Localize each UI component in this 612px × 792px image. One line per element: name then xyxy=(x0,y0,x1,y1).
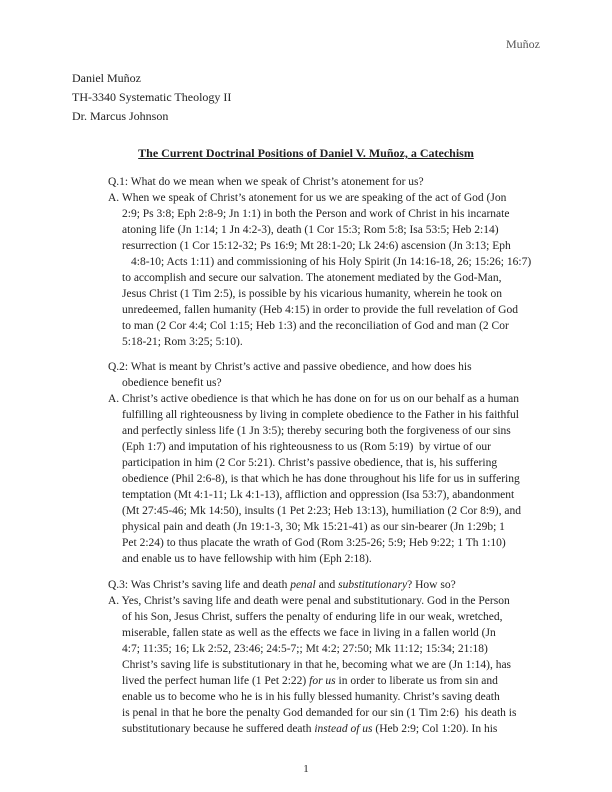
answer-1-line: unredeemed, fallen humanity (Heb 4:15) in order to provide the full revelation of God xyxy=(122,304,518,316)
question-1: Q.1: What do we mean when we speak of Christ’s atonement for us? xyxy=(108,176,424,188)
answer-2-line: (Eph 1:7) and imputation of his righteousness to us (Rom 5:19) by virtue of our xyxy=(122,441,491,453)
answer-2-line: A. Christ’s active obedience is that which he has done on for us on our behalf as a human xyxy=(108,393,520,405)
answer-2-line: fulfilling all righteousness by living in complete obedience to the Father in his faithful xyxy=(122,409,519,421)
answer-3-line: of his Son, Jesus Christ, suffers the penalty of enduring life in our weak, wretched, xyxy=(122,611,503,623)
answer-2-line: and enable us to have fellowship with him (Eph 2:18). xyxy=(122,553,372,565)
course-name: TH-3340 Systematic Theology II xyxy=(72,90,232,104)
answer-2-line: (Mt 27:45-46; Mk 14:50), insults (1 Pet 2:23; Heb 13:13), humiliation (2 Cor 8:9), and xyxy=(122,505,521,517)
answer-3-line: 4:7; 11:35; 16; Lk 2:52, 23:46; 24:5-7;; Mt 4:2; 27:50; Mk 11:12; 15:34; 21:18) xyxy=(122,643,488,655)
answer-2-line: participation in him (2 Cor 5:21). Christ’s passive obedience, that is, his suffering xyxy=(122,457,498,469)
answer-3-line: Christ’s saving life is substitutionary in that he, becoming what we are (Jn 1:14), has xyxy=(122,659,512,671)
answer-2-line: physical pain and death (Jn 19:1-3, 30; Mk 15:21-41) as our sin-bearer (Jn 1:29b; 1 xyxy=(122,521,505,533)
answer-2-line: Pet 2:24) to thus placate the wrath of God (Rom 3:25-26; 5:9; Heb 9:22; 1 Th 1:10) xyxy=(122,537,506,549)
answer-2-line: and perfectly sinless life (1 Jn 3:5); thereby securing both the forgiveness of our sins xyxy=(122,425,511,437)
page-number: 1 xyxy=(303,763,309,775)
emphasis-instead-of-us: instead of us xyxy=(314,723,373,735)
instructor-name: Dr. Marcus Johnson xyxy=(72,109,169,123)
answer-3-line: is penal in that he bore the penalty God demanded for our sin (1 Tim 2:6) his death is xyxy=(122,707,517,719)
answer-1-line: atoning life (Jn 1:14; 1 Jn 4:2-3), death (1 Cor 15:3; Rom 5:8; Isa 53:5; Heb 2:14) xyxy=(122,224,499,236)
answer-3-line: A. Yes, Christ’s saving life and death were penal and substitutionary. God in the Person xyxy=(108,595,510,607)
answer-1-line: 4:8-10; Acts 1:11) and commissioning of his Holy Spirit (Jn 14:16-18, 26; 15:26; 16:7) xyxy=(131,256,532,268)
answer-3-text: in order to liberate us from sin and xyxy=(335,675,498,687)
question-2-continued: obedience benefit us? xyxy=(122,377,222,389)
answer-1-line: to accomplish and secure our salvation. The atonement mediated by the God-Man, xyxy=(122,272,502,284)
running-head: Muñoz xyxy=(506,37,540,51)
answer-3-line xyxy=(122,673,498,689)
author-name: Daniel Muñoz xyxy=(72,71,141,85)
answer-3-text: (Heb 2:9; Col 1:20). In his xyxy=(372,723,498,735)
emphasis-for-us: for us xyxy=(309,675,336,687)
answer-2-line: obedience (Phil 2:6-8), is that which he has done throughout his life for us in suffering xyxy=(122,473,520,485)
answer-3-line: enable us to become who he is in his fully blessed humanity. Christ’s saving death xyxy=(122,691,500,703)
question-3-text: ? How so? xyxy=(407,579,456,591)
answer-1-line: 5:18-21; Rom 3:25; 5:10). xyxy=(122,336,243,348)
question-3 xyxy=(108,577,456,593)
answer-1-line: resurrection (1 Cor 15:12-32; Ps 16:9; Mt 28:1-20; Lk 24:6) ascension (Jn 3:13; Eph xyxy=(122,240,511,252)
question-2: Q.2: What is meant by Christ’s active and passive obedience, and how does his xyxy=(108,361,472,373)
answer-1-line: A. When we speak of Christ’s atonement for us we are speaking of the act of God (Jon xyxy=(108,192,507,204)
answer-3-line: miserable, fallen state as well as the effects we face in living in a fallen world (Jn xyxy=(122,627,496,639)
answer-3-text: lived the perfect human life (1 Pet 2:22) xyxy=(122,675,310,687)
answer-2-line: temptation (Mt 4:1-11; Lk 4:1-13), affliction and oppression (Isa 53:7), abandonment xyxy=(122,489,515,501)
question-3-text: and xyxy=(315,579,339,591)
answer-1-line: Jesus Christ (1 Tim 2:5), is possible by his vicarious humanity, wherein he took on xyxy=(122,288,503,300)
answer-1-line: to man (2 Cor 4:4; Col 1:15; Heb 1:3) and the reconciliation of God and man (2 Cor xyxy=(122,320,509,332)
answer-1-line: 2:9; Ps 3:8; Eph 2:8-9; Jn 1:1) in both the Person and work of Christ in his incarnate xyxy=(122,208,510,220)
question-3-text: Q.3: Was Christ’s saving life and death xyxy=(108,579,291,591)
emphasis-substitutionary: substitutionary xyxy=(338,579,408,591)
answer-3-text: substitutionary because he suffered death xyxy=(122,723,315,735)
page-title: The Current Doctrinal Positions of Daniel V. Muñoz, a Catechism xyxy=(138,146,474,160)
answer-3-line xyxy=(122,721,497,737)
emphasis-penal: penal xyxy=(290,579,316,591)
